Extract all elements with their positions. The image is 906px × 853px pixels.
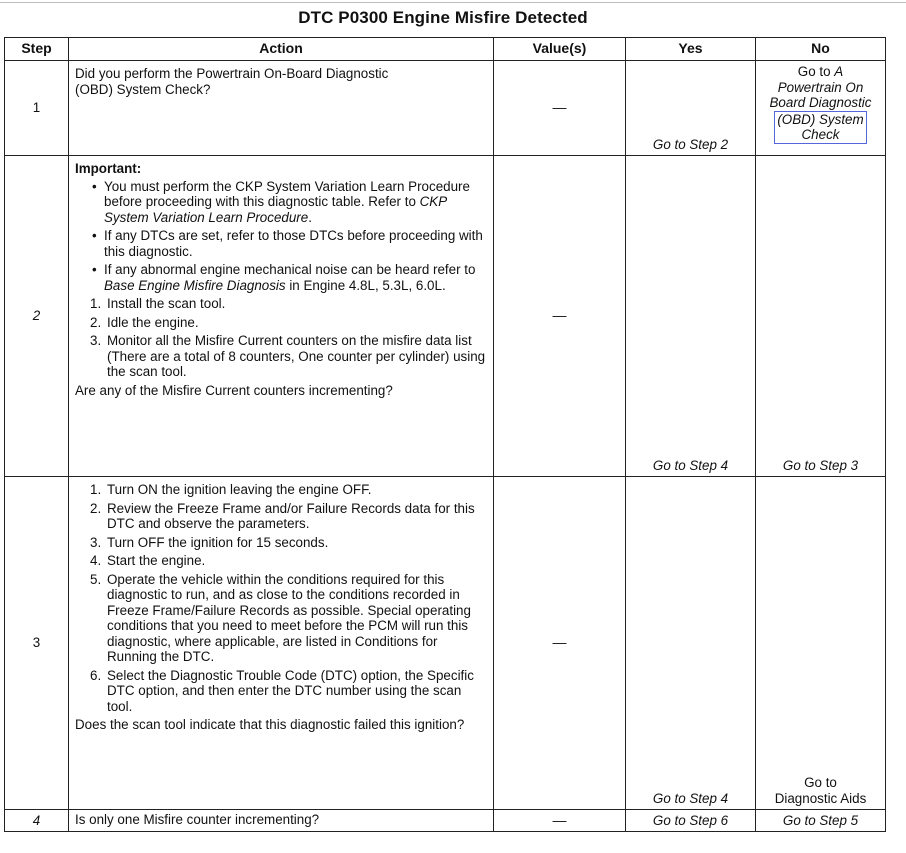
yes-cell: [626, 156, 756, 477]
base-engine-misfire-link[interactable]: Base Engine Misfire Diagnosis: [104, 277, 286, 293]
header-yes: Yes: [626, 38, 756, 61]
no-link-part[interactable]: Board Diagnostic: [769, 95, 872, 110]
no-prefix: Go to: [804, 775, 837, 790]
header-row: [5, 38, 886, 61]
header-step: Step: [5, 38, 69, 61]
question-text: Is only one Misfire counter incrementing?: [75, 812, 320, 827]
table-row: [5, 477, 886, 810]
list-item: 1. Turn ON the ignition leaving the engine OFF.: [90, 482, 372, 497]
header-no: No: [756, 38, 886, 61]
header-values: Value(s): [494, 38, 626, 61]
value-cell: —: [494, 810, 626, 832]
list-item: • If any abnormal engine mechanical noise can be heard refer to Base Engine Misfire Diagnosis in Engine 4.8L, 5.3L, 6.0L.: [104, 262, 487, 293]
step-number: 1: [5, 61, 69, 156]
no-prefix: Go to: [797, 64, 831, 79]
step-number: 4: [5, 810, 69, 832]
question-text: Does the scan tool indicate that this diagnostic failed this ignition?: [75, 717, 465, 732]
no-link[interactable]: Go to Step 5: [782, 812, 859, 828]
list-item: 4. Start the engine.: [90, 553, 206, 568]
step-number: 2: [5, 156, 69, 477]
table-row: [5, 810, 886, 832]
list-item: 5. Operate the vehicle within the conditions required for this diagnostic to run, and as close to the conditions recorded in Freeze Frame/Failure Records as possible. Special operating conditions that you need to meet before the PCM will run this diagnostic, where applicable, are listed in Conditions for Running the DTC.: [90, 571, 471, 664]
no-link-part[interactable]: A: [834, 64, 844, 79]
value-cell: —: [494, 61, 626, 156]
question-text: Are any of the Misfire Current counters incrementing?: [75, 382, 393, 398]
important-list: [75, 179, 487, 294]
table-row: [5, 156, 886, 477]
list-item: • If any DTCs are set, refer to those DTCs before proceeding with this diagnostic.: [104, 228, 487, 259]
list-item: 2. Review the Freeze Frame and/or Failure Records data for this DTC and observe the parameters.: [90, 500, 475, 531]
yes-cell: [626, 61, 756, 156]
question-line: (OBD) System Check?: [75, 81, 211, 97]
page-title: DTC P0300 Engine Misfire Detected: [298, 8, 588, 27]
no-cell: [756, 810, 886, 832]
step-number: 3: [5, 477, 69, 810]
obd-system-check-link[interactable]: (OBD) System Check: [774, 111, 866, 144]
no-link-part[interactable]: Powertrain On: [777, 79, 864, 95]
list-item: • You must perform the CKP System Variation Learn Procedure before proceeding with this diagnostic table. Refer to CKP System Variation Learn Procedure.: [104, 179, 487, 226]
yes-cell: [626, 810, 756, 832]
yes-link[interactable]: Go to Step 2: [652, 136, 729, 152]
procedure-list: [75, 482, 487, 714]
no-cell: [756, 156, 886, 477]
action-cell: [69, 810, 494, 832]
important-label: Important:: [75, 161, 142, 176]
action-cell: [69, 61, 494, 156]
value-cell: —: [494, 156, 626, 477]
diagnostic-aids-link[interactable]: Diagnostic Aids: [774, 790, 867, 806]
action-cell: [69, 156, 494, 477]
action-cell: [69, 477, 494, 810]
list-item: 1. Install the scan tool.: [90, 296, 226, 311]
header-action: Action: [69, 38, 494, 61]
yes-link[interactable]: Go to Step 6: [652, 812, 729, 828]
top-rule: [0, 2, 906, 3]
yes-link[interactable]: Go to Step 4: [652, 790, 729, 806]
no-link[interactable]: Go to Step 3: [782, 457, 859, 473]
yes-link[interactable]: Go to Step 4: [652, 457, 729, 473]
no-cell: [756, 477, 886, 810]
list-item: 6. Select the Diagnostic Trouble Code (DTC) option, the Specific DTC option, and then enter the DTC number using the scan tool.: [90, 667, 474, 714]
question-line: Did you perform the Powertrain On-Board Diagnostic: [75, 66, 389, 81]
table-row: [5, 61, 886, 156]
list-item: 2. Idle the engine.: [90, 314, 199, 330]
no-cell: [756, 61, 886, 156]
list-item: 3. Monitor all the Misfire Current counters on the misfire data list (There are a total of 8 counters, One counter per cylinder) using the scan tool.: [90, 333, 486, 379]
procedure-list: [75, 296, 487, 380]
value-cell: —: [494, 477, 626, 810]
yes-cell: [626, 477, 756, 810]
ckp-procedure-link[interactable]: CKP System Variation Learn Procedure: [104, 194, 447, 225]
list-item: 3. Turn OFF the ignition for 15 seconds.: [90, 534, 329, 550]
diagnostic-table: [4, 37, 886, 832]
